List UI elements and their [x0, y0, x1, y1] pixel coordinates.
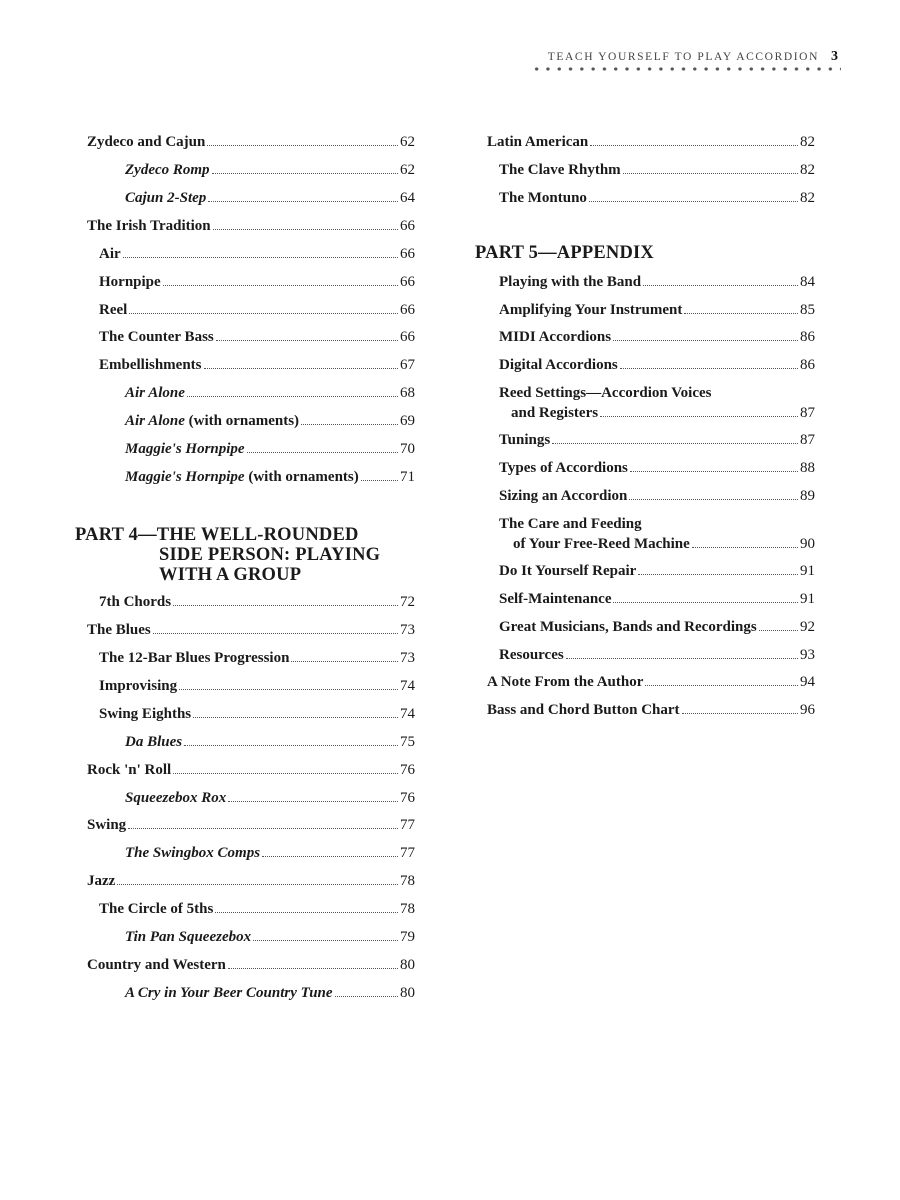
toc-entry[interactable]: Maggie's Hornpipe 70 — [125, 441, 415, 457]
toc-entry[interactable]: Great Musicians, Bands and Recordings 92 — [499, 619, 815, 635]
toc-entry[interactable]: Rock 'n' Roll 76 — [87, 762, 415, 778]
toc-entry[interactable]: Tin Pan Squeezebox 79 — [125, 929, 415, 945]
toc-entry[interactable]: Latin American 82 — [487, 134, 815, 150]
toc-entry[interactable]: Bass and Chord Button Chart 96 — [487, 702, 815, 718]
toc-entry[interactable]: Air Alone (with ornaments) 69 — [125, 413, 415, 429]
book-title: TEACH YOURSELF TO PLAY ACCORDION — [547, 51, 819, 63]
toc-entry[interactable]: Self-Maintenance 91 — [499, 591, 815, 607]
toc-entry[interactable]: The 12-Bar Blues Progression 73 — [99, 650, 415, 666]
toc-entry[interactable]: Da Blues 75 — [125, 734, 415, 750]
toc-entry[interactable]: Types of Accordions 88 — [499, 460, 815, 476]
toc-entry[interactable]: Reed Settings—Accordion Voices and Registers 87 — [499, 385, 815, 421]
toc-entry[interactable]: Cajun 2-Step 64 — [125, 190, 415, 206]
toc-entry[interactable]: Country and Western 80 — [87, 957, 415, 973]
part-4-heading: PART 4—THE WELL-ROUNDED SIDE PERSON: PLAYING WITH A GROUP — [75, 525, 381, 585]
page-number: 3 — [831, 49, 838, 64]
toc-entry[interactable]: The Swingbox Comps 77 — [125, 845, 415, 861]
toc-entry[interactable]: A Cry in Your Beer Country Tune 80 — [125, 985, 415, 1001]
toc-entry[interactable]: Squeezebox Rox 76 — [125, 790, 415, 806]
toc-entry[interactable]: MIDI Accordions 86 — [499, 329, 815, 345]
header-dot-rule — [531, 66, 841, 72]
part-5-heading: PART 5—APPENDIX — [475, 243, 654, 263]
toc-entry[interactable]: The Care and Feeding of Your Free-Reed Machine 90 — [499, 516, 815, 552]
toc-entry[interactable]: Swing 77 — [87, 817, 415, 833]
toc-entry[interactable]: The Irish Tradition 66 — [87, 218, 415, 234]
toc-entry[interactable]: Digital Accordions 86 — [499, 357, 815, 373]
toc-entry[interactable]: Amplifying Your Instrument 85 — [499, 302, 815, 318]
toc-entry[interactable]: A Note From the Author 94 — [487, 674, 815, 690]
toc-entry[interactable]: 7th Chords 72 — [99, 594, 415, 610]
toc-entry[interactable]: Improvising 74 — [99, 678, 415, 694]
toc-entry[interactable]: Playing with the Band 84 — [499, 274, 815, 290]
toc-entry[interactable]: Do It Yourself Repair 91 — [499, 563, 815, 579]
toc-entry[interactable]: The Clave Rhythm 82 — [499, 162, 815, 178]
running-header — [548, 47, 838, 65]
toc-entry[interactable]: The Montuno 82 — [499, 190, 815, 206]
toc-entry[interactable]: Reel 66 — [99, 302, 415, 318]
toc-entry[interactable]: Resources 93 — [499, 647, 815, 663]
toc-entry[interactable]: Zydeco Romp 62 — [125, 162, 415, 178]
toc-entry[interactable]: Embellishments 67 — [99, 357, 415, 373]
toc-entry[interactable]: Maggie's Hornpipe (with ornaments) 71 — [125, 469, 415, 485]
toc-entry[interactable]: The Blues 73 — [87, 622, 415, 638]
toc-entry[interactable]: The Circle of 5ths 78 — [99, 901, 415, 917]
toc-entry[interactable]: Air Alone 68 — [125, 385, 415, 401]
toc-entry[interactable]: The Counter Bass 66 — [99, 329, 415, 345]
toc-entry[interactable]: Sizing an Accordion 89 — [499, 488, 815, 504]
toc-entry[interactable]: Air 66 — [99, 246, 415, 262]
toc-entry[interactable]: Zydeco and Cajun 62 — [87, 134, 415, 150]
toc-entry[interactable]: Tunings 87 — [499, 432, 815, 448]
toc-entry[interactable]: Swing Eighths 74 — [99, 706, 415, 722]
toc-entry[interactable]: Jazz 78 — [87, 873, 415, 889]
toc-entry[interactable]: Hornpipe 66 — [99, 274, 415, 290]
